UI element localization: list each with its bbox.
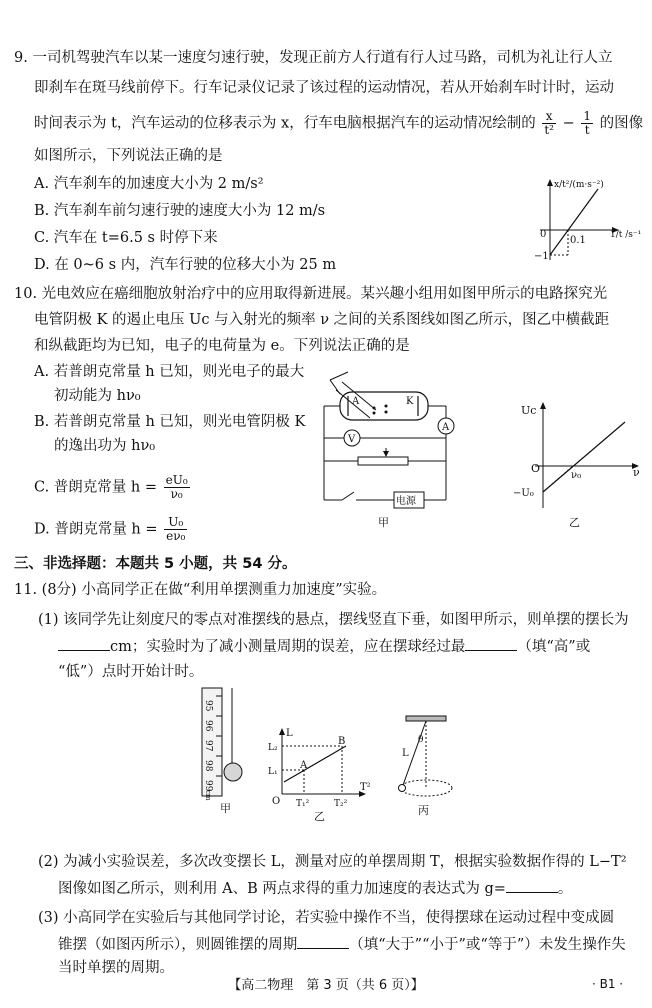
q10-graph bbox=[505, 400, 645, 530]
q10-option-b-line2: 的逸出功为 hν₀ bbox=[54, 438, 156, 454]
q10-option-c-frac bbox=[164, 474, 190, 501]
q9-option-d: D. 在 0~6 s 内，汽车行驶的位移大小为 25 m bbox=[34, 257, 337, 273]
q11-conical-pendulum bbox=[390, 712, 490, 830]
cone-caption: 丙 bbox=[418, 804, 429, 817]
q10-option-b-line1: B. 若普朗克常量 h 已知，则光电管阴极 K bbox=[34, 414, 306, 430]
lt-point-b: B bbox=[338, 736, 346, 747]
ruler-tick-99: 99 bbox=[203, 780, 213, 792]
q11-p3-line1: (3) 小高同学在实验后与其他同学讨论，若实验中操作不当，使得摆球在运动过程中变成圆 bbox=[38, 910, 615, 926]
q11-lt-graph bbox=[262, 728, 372, 828]
q10-option-c bbox=[34, 474, 192, 501]
lt-t2: T₂² bbox=[334, 799, 348, 809]
q11-p3-line2 bbox=[58, 934, 626, 955]
q10-circuit bbox=[318, 360, 463, 530]
answer-blank[interactable] bbox=[506, 878, 558, 893]
q9-graph-origin: 0 bbox=[540, 229, 547, 240]
q10-circuit-cathode-label: K bbox=[406, 396, 414, 407]
q11-ruler-figure bbox=[196, 688, 256, 818]
q10-option-a-line2: 初动能为 hν₀ bbox=[54, 388, 141, 404]
lt-point-a: A bbox=[300, 760, 308, 771]
page-code: · B1 · bbox=[592, 977, 624, 991]
q11-p2-line2-text: 图像如图乙所示，则利用 A、B 两点求得的重力加速度的表达式为 g= bbox=[58, 881, 506, 897]
q11-p3-line3: 当时单摆的周期。 bbox=[58, 960, 174, 976]
q10-circuit-ammeter-label: A bbox=[442, 422, 450, 433]
q9-graph-yneg: −1 bbox=[534, 251, 549, 262]
q11-p2-line1: (2) 为减小实验误差，多次改变摆长 L，测量对应的单摆周期 T，根据实验数据作得的 L−T² bbox=[38, 854, 627, 870]
q11-p1-line1: (1) 该同学先让刻度尺的零点对准摆线的悬点，摆线竖直下垂，如图甲所示，则单摆的摆长为 bbox=[38, 612, 629, 628]
frac-den: t bbox=[584, 123, 590, 137]
q9-line4: 如图所示，下列说法正确的是 bbox=[34, 148, 223, 164]
frac-num: U₀ bbox=[164, 516, 187, 530]
q11-p1-line2 bbox=[58, 636, 590, 657]
ruler-unit: cm bbox=[204, 790, 212, 801]
frac-num: x bbox=[542, 110, 556, 124]
ruler-tick-95: 95 bbox=[203, 700, 213, 712]
q11-p2-line2-end: 。 bbox=[557, 881, 573, 897]
q10-graph-caption: 乙 bbox=[569, 516, 580, 529]
q9-graph bbox=[520, 175, 640, 275]
q9-line3-end: 的图像 bbox=[599, 115, 644, 132]
q10-option-d-text: D. 普朗克常量 h = bbox=[34, 521, 158, 538]
answer-blank[interactable] bbox=[465, 636, 517, 651]
page-footer: 【高二物理 第 3 页（共 6 页）】 bbox=[228, 978, 424, 993]
q11-p2-line2 bbox=[58, 878, 572, 899]
cone-theta-label: θ bbox=[418, 735, 424, 745]
q9-line3 bbox=[34, 110, 643, 137]
q9-graph-xlabel: 1/t /s⁻¹ bbox=[610, 230, 642, 240]
answer-blank[interactable] bbox=[297, 934, 349, 949]
cone-l-label: L bbox=[402, 748, 409, 759]
q9-line3-text: 时间表示为 t，汽车运动的位移表示为 x，行车电脑根据汽车的运动情况绘制的 bbox=[34, 115, 536, 132]
lt-l2: L₂ bbox=[268, 743, 278, 753]
q10-line2: 电管阴极 K 的遏止电压 Uc 与入射光的频率 ν 之间的关系图线如图乙所示，图乙中横截距 bbox=[34, 312, 610, 328]
q10-option-c-text: C. 普朗克常量 h = bbox=[34, 479, 158, 496]
q10-graph-yneg: −U₀ bbox=[513, 488, 534, 499]
answer-blank[interactable] bbox=[58, 636, 110, 651]
q9-line1: 9. 一司机驾驶汽车以某一速度匀速行驶，发现正前方人行道有行人过马路，司机为礼让行人立 bbox=[14, 50, 613, 66]
q9-graph-ylabel: x/t²/(m·s⁻²) bbox=[554, 180, 604, 190]
frac-num: 1 bbox=[583, 109, 591, 123]
q10-circuit-voltmeter-label: V bbox=[348, 434, 356, 445]
q9-option-a: A. 汽车刹车的加速度大小为 2 m/s² bbox=[34, 176, 264, 192]
q9-option-c: C. 汽车在 t=6.5 s 时停下来 bbox=[34, 230, 218, 246]
q10-option-d bbox=[34, 516, 189, 543]
q9-graph-xtick: 0.1 bbox=[570, 235, 586, 246]
q11-p3-line2-text: 锥摆（如图丙所示），则圆锥摆的周期 bbox=[58, 937, 298, 953]
frac-den: ν₀ bbox=[170, 487, 183, 501]
q11-p1-line2-end: （填“高”或 bbox=[517, 639, 591, 655]
minus-sign: − bbox=[562, 115, 575, 132]
q11-p3-line2-end: （填“大于”“小于”或“等于”）未发生操作失 bbox=[349, 937, 626, 953]
lt-origin: O bbox=[272, 796, 281, 807]
lt-t1: T₁² bbox=[296, 799, 310, 809]
q11-p1-line3: “低”）点时开始计时。 bbox=[58, 664, 204, 680]
q10-graph-origin: O bbox=[531, 462, 541, 475]
q11-ruler-caption: 甲 bbox=[220, 802, 231, 815]
q10-option-a-line1: A. 若普朗克常量 h 已知，则光电子的最大 bbox=[34, 364, 305, 380]
section3-heading: 三、非选择题：本题共 5 小题，共 54 分。 bbox=[14, 556, 297, 572]
q11-line1: 11. (8分) 小高同学正在做“利用单摆测重力加速度”实验。 bbox=[14, 582, 387, 598]
q10-line3: 和纵截距均为已知，电子的电荷量为 e。下列说法正确的是 bbox=[34, 338, 410, 354]
q10-circuit-anode-label: A bbox=[352, 396, 360, 407]
q10-graph-ylabel: Uc bbox=[521, 404, 537, 417]
q10-circuit-source-label: 电源 bbox=[396, 496, 416, 507]
frac-den: eν₀ bbox=[166, 529, 186, 543]
q10-circuit-caption: 甲 bbox=[378, 516, 389, 529]
lt-xlabel: T² bbox=[360, 782, 371, 793]
q9-frac-1-t bbox=[581, 110, 593, 137]
ruler-tick-96: 96 bbox=[203, 720, 213, 732]
frac-den: t² bbox=[544, 123, 554, 137]
ruler-tick-97: 97 bbox=[203, 740, 213, 752]
q10-option-d-frac bbox=[164, 516, 187, 543]
lt-ylabel: L bbox=[286, 728, 293, 739]
lt-l1: L₁ bbox=[268, 767, 278, 777]
q10-graph-xlabel: ν bbox=[633, 466, 640, 479]
q9-frac-x-t2 bbox=[542, 110, 556, 137]
ruler-tick-98: 98 bbox=[203, 760, 213, 772]
q10-line1: 10. 光电效应在癌细胞放射治疗中的应用取得新进展。某兴趣小组用如图甲所示的电路探究光 bbox=[14, 286, 608, 302]
frac-num: eU₀ bbox=[165, 473, 188, 487]
q10-graph-xtick: ν₀ bbox=[571, 470, 582, 481]
q11-p1-line2-text: cm；实验时为了减小测量周期的误差，应在摆球经过最 bbox=[110, 639, 466, 655]
q9-option-b: B. 汽车刹车前匀速行驶的速度大小为 12 m/s bbox=[34, 203, 326, 219]
lt-caption: 乙 bbox=[314, 810, 325, 823]
q9-line2: 即刹车在斑马线前停下。行车记录仪记录了该过程的运动情况，若从开始刹车时计时，运动 bbox=[34, 80, 614, 96]
